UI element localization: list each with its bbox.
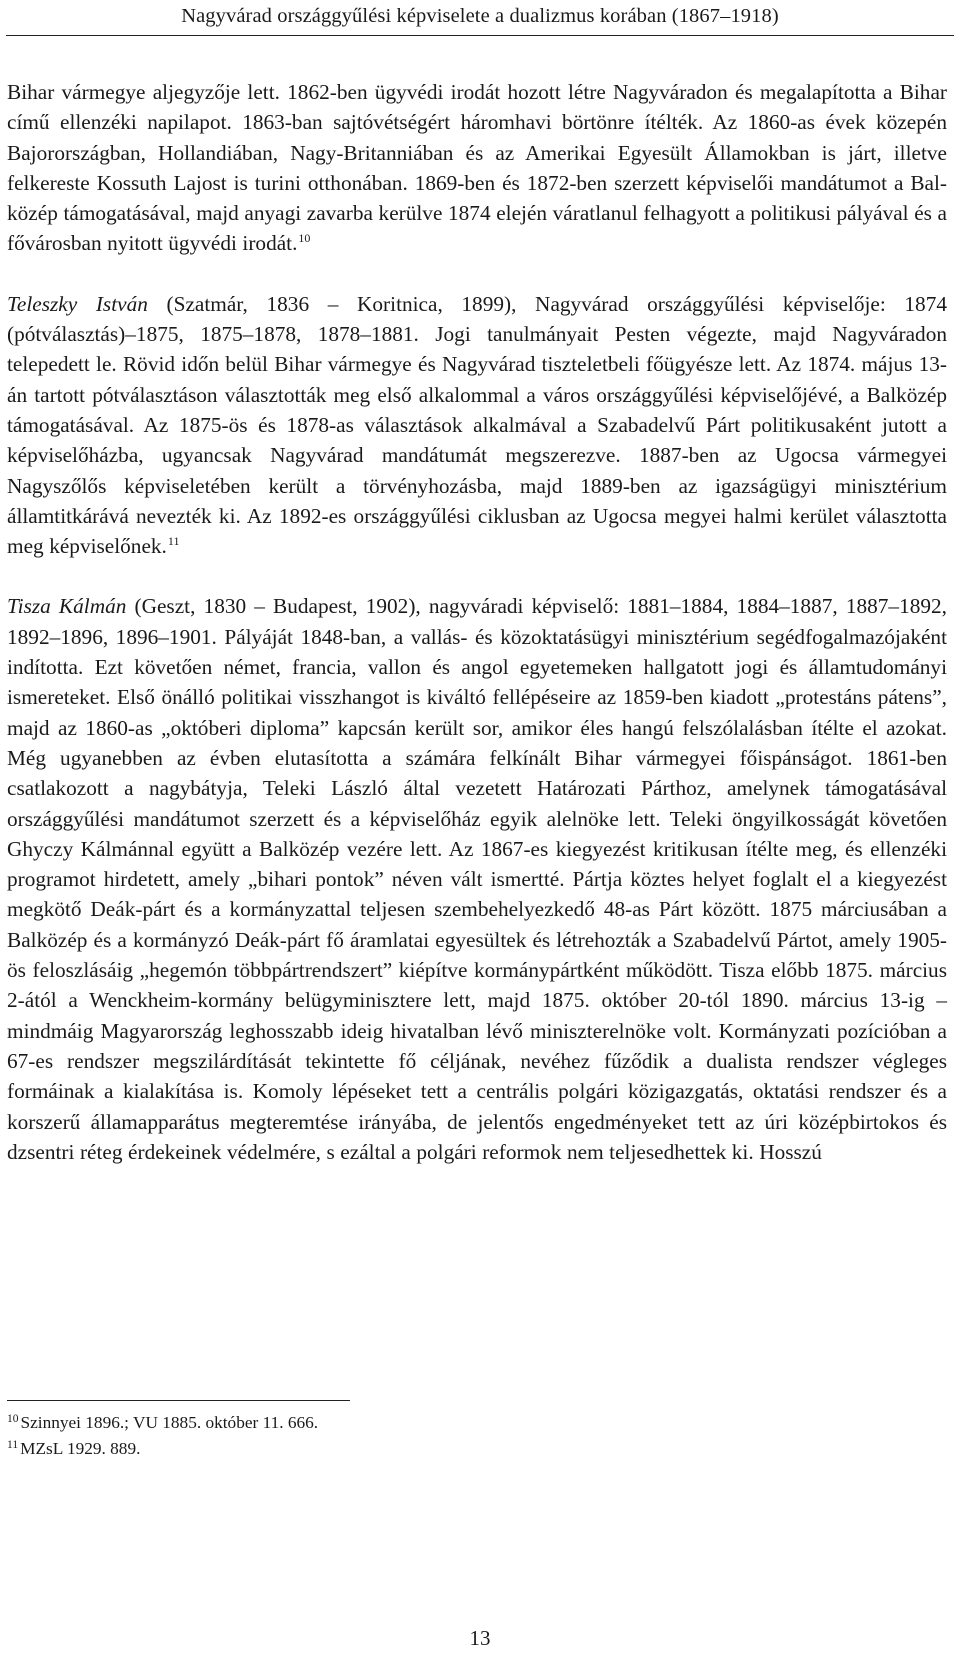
body-text — [7, 77, 947, 1167]
paragraph-teleszky — [7, 289, 947, 562]
footnote-ref: 10 — [298, 231, 311, 246]
footnotes — [7, 1410, 947, 1462]
paragraph-text: (Szatmár, 1836 – Koritnica, 1899), Nagyvárad országgyűlési képviselője: 1874 (pótválasztás)–1875, 1875–1878, 1878–1881. Jogi tanulmányait Pesten végezte, majd Nagyváradon telepedett le. Rövid időn belül Bihar vármegye és Nagyvárad tiszteletbeli főügyésze lett. Az 1874. május 13-án tartott pótválasztáson választották meg első alkalommal a város országgyűlési képviselőjévé, a Balközép támogatásával. Az 1875-ös és 1878-as választások alkalmával a Szabadelvű Párt politikusaként jutott a képviselőházba, ugyancsak Nagyvárad mandátumát megszerezve. 1887-ben az Ugocsa vármegyei Nagyszőlős képviseletében került a törvényhozásba, majd 1889-ben az igazságügyi minisztérium államtitkárává nevezték ki. Az 1892-es országgyűlési ciklusban az Ugocsa megyei halmi kerület választotta meg képviselőnek. — [7, 291, 948, 559]
footnote-11 — [7, 1436, 947, 1462]
footnote-rule — [7, 1400, 350, 1401]
entry-name: Teleszky István — [7, 291, 148, 316]
paragraph-continuation — [7, 77, 947, 259]
footnote-10 — [7, 1410, 947, 1436]
paragraph-text: (Geszt, 1830 – Budapest, 1902), nagyváradi képviselő: 1881–1884, 1884–1887, 1887–1892, 1892–1896, 1896–1901. Pályáját 1848-ban, a vallás- és közoktatásügyi minisztérium segédfogalmazójaként indította. Ezt követően német, francia, vallon és angol egyetemeken hallgatott jogi és államtudományi ismereteket. Első önálló politikai visszhangot is kiváltó fellépéseire az 1859-ben kiadott „protestáns pátens”, majd az 1860-as „októberi diploma” kapcsán került sor, amikor éles hangú felszólalásban ítélte el azokat. Még ugyanebben az évben elutasította a számára felkínált Bihar vármegyei főispánságot. 1861-ben csatlakozott a nagybátyja, Teleki László által vezetett Határozati Párthoz, amelynek támogatásával országgyűlési mandátumot szerzett és a képviselőház egyik alelnöke lett. Teleki öngyilkosságát követően Ghyczy Kálmánnal együtt a Balközép vezére lett. Az 1867-es kiegyezést kritikusan ítélte meg, és ellenzéki programot hirdetett, amely „bihari pontok” néven vált ismertté. Pártja köztes helyet foglalt el a kiegyezést megkötő Deák-párt és a kormányzattal teljesen szembehelyezkedő 48-as Párt között. 1875 márciusában a Balközép és a kormányzó Deák-párt fő áramlatai egyesültek és létrehozták a Szabadelvű Pártot, amely 1905-ös feloszlásáig „hegemón többpártrendszert” kiépítve kormánypártként működött. Tisza előbb 1875. március 2-ától a Wenckheim-kormány belügyminisztere lett, majd 1875. október 20-tól 1890. március 13-ig – mindmáig Magyarország leghosszabb ideig hivatalban lévő miniszterelnöke volt. Kormányzati pozícióban a 67-es rendszer megszilárdítását tekintette fő céljának, nevéhez fűződik a dualista rendszer végleges formáinak a kialakítása is. Komoly lépéseket tett a centrális polgári közigazgatás, oktatási rendszer és a korszerű államapparátus megteremtése irányába, de jelentős engedményeket tett az úri középbirtokos és dzsentri réteg érdekeinek védelmére, s ezáltal a polgári reformok nem teljesedhettek ki. Hosszú — [7, 594, 947, 1164]
footnote-number: 11 — [7, 1439, 19, 1451]
footnote-number: 10 — [7, 1413, 19, 1425]
page-number: 13 — [469, 1626, 491, 1650]
running-header: Nagyvárad országgyűlési képviselete a dualizmus korában (1867–1918) — [181, 5, 779, 27]
footnote-text: MZsL 1929. 889. — [20, 1439, 141, 1458]
footnote-ref: 11 — [167, 534, 180, 549]
header-rule — [6, 35, 954, 36]
paragraph-text: Bihar vármegye aljegyzője lett. 1862-ben ügyvédi irodát hozott létre Nagyváradon és megalapította a Bihar című ellenzéki napilapot. 1863-ban sajtóvétségért háromhavi börtönre ítélték. Az 1860-as évek közepén Bajorországban, Hollandiában, Nagy-Britanniában és az Amerikai Egyesült Államokban is járt, illetve felkereste Kossuth Lajost is turini otthonában. 1869-ben és 1872-ben szerzett képviselői mandátumot a Balközép támogatásával, majd anyagi zavarba kerülve 1874 elején váratlanul felhagyott a politikusi pályával és a fővárosban nyitott ügyvédi irodát. — [7, 80, 947, 256]
entry-name: Tisza Kálmán — [7, 594, 127, 619]
paragraph-tisza — [7, 591, 947, 1167]
footnote-text: Szinnyei 1896.; VU 1885. október 11. 666. — [20, 1413, 319, 1432]
